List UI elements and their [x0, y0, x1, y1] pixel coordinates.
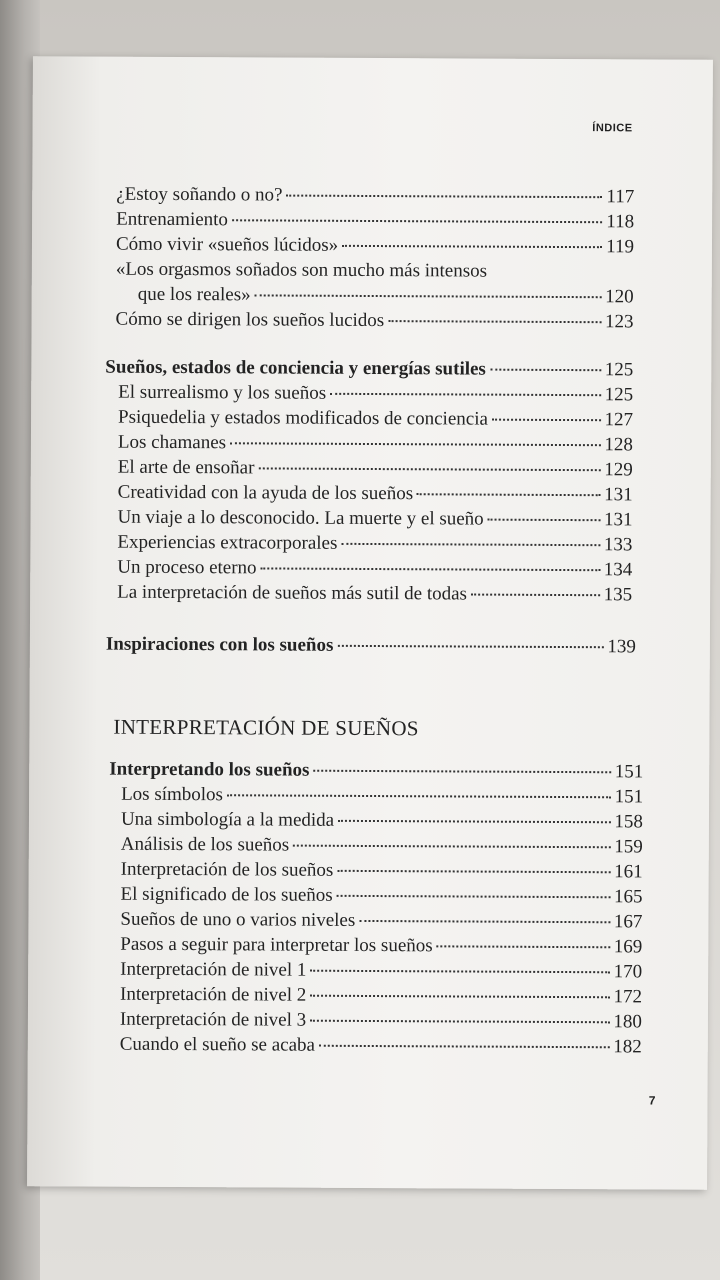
toc-entry-title: Sueños de uno o varios niveles	[120, 908, 356, 931]
toc-entry-title: Cómo vivir «sueños lúcidos»	[115, 233, 339, 256]
dot-leader	[261, 566, 600, 571]
toc-entry-title: El surrealismo y los sueños	[118, 381, 327, 404]
toc-entry-title: Los símbolos	[121, 783, 224, 806]
dot-leader	[417, 492, 600, 496]
toc-entry	[116, 309, 634, 334]
dot-leader	[337, 644, 603, 648]
toc-entry-page: 151	[614, 786, 644, 808]
toc-chapter-title: Inspiraciones con los sueños	[105, 633, 334, 656]
dot-leader	[313, 769, 610, 774]
toc-entry-title: Los chamanes	[117, 431, 227, 454]
dot-leader	[310, 1019, 609, 1024]
dot-leader	[492, 418, 601, 422]
toc-entry-title-line1: «Los orgasmos soñados son mucho más intensos	[115, 258, 488, 282]
toc-entry	[121, 884, 643, 909]
toc-entry-title: Creatividad con la ayuda de los sueños	[117, 481, 414, 505]
toc-entry-page: 125	[604, 384, 634, 406]
toc-chapter-title: Sueños, estados de conciencia y energías sutiles	[105, 356, 486, 380]
toc-entry	[116, 184, 634, 209]
dot-leader	[310, 969, 609, 974]
toc-entry	[120, 909, 642, 934]
toc-entry	[117, 532, 632, 557]
toc-entry-title: Cuando el sueño se acaba	[119, 1033, 316, 1056]
toc-entry-title-line2: que los reales»	[137, 283, 251, 306]
dot-leader	[310, 994, 609, 999]
toc-entry-page: 119	[606, 236, 635, 258]
toc-entry-title: Psiquedelia y estados modificados de conciencia	[118, 406, 488, 430]
dot-leader	[342, 244, 602, 248]
dot-leader	[293, 844, 610, 849]
toc-entry-page: 134	[603, 559, 633, 581]
toc-entry	[118, 432, 633, 457]
dot-leader	[471, 593, 600, 597]
toc-entry-page: 165	[614, 886, 643, 908]
toc-entry-page: 131	[603, 509, 633, 531]
dot-leader	[338, 819, 610, 823]
toc-entry-page: 170	[613, 961, 643, 983]
toc-entry	[117, 507, 632, 532]
toc-entry-page: 120	[605, 286, 634, 308]
toc-entry-title: La interpretación de sueños más sutil de todas	[117, 581, 468, 605]
toc-entry	[118, 407, 633, 432]
toc-entry	[121, 859, 643, 884]
toc-entry-page: 167	[613, 911, 643, 933]
toc-entry	[117, 582, 632, 607]
toc-chapter	[106, 634, 636, 659]
toc-entry-page: 172	[613, 986, 643, 1008]
dot-leader	[227, 793, 611, 798]
toc-entry-title: Pasos a seguir para interpretar los sueños	[120, 933, 433, 957]
toc-entry-page: 117	[606, 186, 635, 208]
toc-entry-page: 158	[614, 811, 644, 833]
dot-leader	[258, 466, 600, 471]
toc-entry	[116, 234, 634, 259]
page-number: 7	[648, 1093, 656, 1108]
toc-entry-title: Una simbología a la medida	[120, 808, 335, 831]
dot-leader	[388, 319, 601, 323]
dot-leader	[490, 368, 601, 372]
toc-entry-title: ¿Estoy soñando o no?	[116, 183, 283, 206]
toc-entry	[120, 1034, 642, 1059]
toc-entry-page: 135	[603, 584, 633, 606]
toc-entry-page: 128	[604, 434, 633, 456]
toc-entry-page: 180	[613, 1011, 642, 1033]
toc-entry	[116, 209, 634, 234]
dot-leader	[337, 894, 610, 898]
toc-chapter-page: 151	[614, 761, 644, 783]
toc-entry-page: 131	[604, 484, 633, 506]
toc-chapter-title: Interpretando los sueños	[109, 758, 310, 781]
toc-chapter	[109, 759, 643, 784]
toc-entry-title: El arte de ensoñar	[117, 456, 255, 479]
toc-entry-page: 169	[613, 936, 643, 958]
toc-entry-page: 161	[614, 861, 643, 883]
toc-entry	[138, 284, 634, 309]
toc-entry	[120, 984, 642, 1009]
dot-leader	[359, 919, 610, 923]
toc-entry-page: 133	[603, 534, 633, 556]
toc-entry-page: 129	[604, 459, 633, 481]
toc-entry	[118, 482, 633, 507]
toc-entry-title: Análisis de los sueños	[120, 833, 290, 856]
toc-entry-title: Un proceso eterno	[117, 556, 257, 579]
dot-leader	[330, 392, 601, 396]
toc-chapter-page: 139	[607, 636, 636, 658]
book-page	[27, 56, 713, 1190]
toc-entry	[118, 457, 633, 482]
dot-leader	[286, 194, 602, 199]
toc-entry	[120, 1009, 642, 1034]
dot-leader	[337, 869, 610, 873]
toc-entry	[121, 809, 643, 834]
toc-entry-title: Interpretación de los sueños	[120, 858, 334, 881]
toc-entry	[117, 557, 632, 582]
toc-entry-page: 182	[613, 1036, 642, 1058]
toc-entry-page: 118	[606, 211, 635, 233]
section-heading: INTERPRETACIÓN DE SUEÑOS	[113, 714, 419, 741]
toc-entry-title: Interpretación de nivel 1	[120, 958, 307, 981]
toc-entry-page: 127	[604, 409, 634, 431]
dot-leader	[488, 518, 600, 522]
toc-entry-title: El significado de los sueños	[120, 883, 333, 906]
toc-chapter-page: 125	[604, 359, 634, 381]
toc-entry	[121, 784, 643, 809]
toc-entry-title: Interpretación de nivel 2	[119, 983, 307, 1006]
toc-entry-title: Experiencias extracorporales	[117, 531, 338, 554]
dot-leader	[319, 1044, 609, 1049]
toc-entry-title: Interpretación de nivel 3	[119, 1008, 307, 1031]
dot-leader	[232, 218, 602, 223]
toc-entry	[121, 834, 643, 859]
toc-chapter	[105, 357, 633, 382]
dot-leader	[341, 542, 600, 546]
toc-entry-page: 123	[605, 311, 634, 333]
toc-entry	[120, 959, 642, 984]
dot-leader	[437, 944, 610, 948]
toc-entry	[118, 382, 633, 407]
dot-leader	[255, 293, 602, 298]
toc-entry-title: Entrenamiento	[116, 208, 229, 231]
toc-entry-title: Cómo se dirigen los sueños lucidos	[115, 308, 385, 332]
running-header: ÍNDICE	[592, 122, 633, 135]
dot-leader	[230, 441, 600, 446]
toc-entry	[120, 934, 642, 959]
toc-entry-title: Un viaje a lo desconocido. La muerte y el sueño	[117, 506, 484, 530]
toc-entry-page: 159	[614, 836, 643, 858]
